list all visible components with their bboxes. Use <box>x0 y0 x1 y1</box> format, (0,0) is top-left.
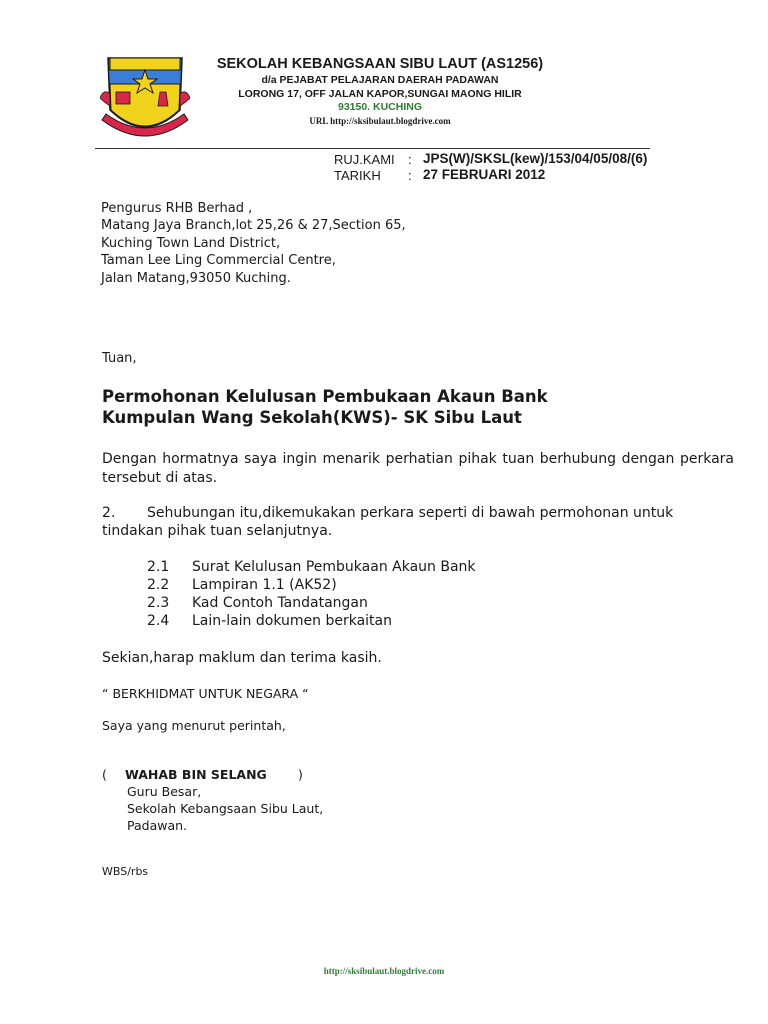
paragraph-2-line-2: tindakan pihak tuan selanjutnya. <box>102 523 333 539</box>
salutation: Tuan, <box>102 351 137 366</box>
signatory-org: Sekolah Kebangsaan Sibu Laut, <box>127 801 324 816</box>
subject-line-1: Permohonan Kelulusan Pembukaan Akaun Bank <box>102 387 548 406</box>
tarikh-label: TARIKH <box>334 168 381 183</box>
reference-initials: WBS/rbs <box>102 865 149 878</box>
letter-subject <box>102 386 548 428</box>
signatory-name: WAHAB BIN SELANG <box>125 767 267 782</box>
tarikh-colon: : <box>408 168 412 183</box>
signatory-place: Padawan. <box>127 818 188 833</box>
address-line-3: 93150. KUCHING <box>337 101 423 113</box>
recipient-address <box>101 200 406 287</box>
school-crest-logo <box>100 48 190 148</box>
signoff: Saya yang menurut perintah, <box>102 718 286 733</box>
signatory-title: Guru Besar, <box>127 784 202 799</box>
paragraph-2-number: 2. <box>102 505 116 521</box>
ruj-colon: : <box>408 152 412 167</box>
signature-close-paren: ) <box>298 767 303 782</box>
header-divider <box>95 148 650 149</box>
list-item: 2.3 Kad Contoh Tandatangan <box>147 595 368 611</box>
address-line-2: LORONG 17, OFF JALAN KAPOR,SUNGAI MAONG HILIR <box>238 88 522 100</box>
signature-open-paren: ( <box>102 767 107 782</box>
motto: “ BERKHIDMAT UNTUK NEGARA “ <box>102 686 309 701</box>
closing-text: Sekian,harap maklum dan terima kasih. <box>102 650 382 666</box>
recipient-line: Matang Jaya Branch,lot 25,26 & 27,Section 65, <box>101 218 406 234</box>
recipient-line: Pengurus RHB Berhad , <box>101 201 253 216</box>
list-item: 2.2 Lampiran 1.1 (AK52) <box>147 577 337 593</box>
paragraph-2-line-1: Sehubungan itu,dikemukakan perkara seperti di bawah permohonan untuk <box>147 505 674 521</box>
header-url: URL http://sksibulaut.blogdrive.com <box>309 116 451 126</box>
recipient-line: Kuching Town Land District, <box>101 235 281 251</box>
ruj-value: JPS(W)/SKSL(kew)/153/04/05/08/(6) <box>423 151 648 166</box>
school-name: SEKOLAH KEBANGSAAN SIBU LAUT (AS1256) <box>216 56 544 72</box>
recipient-line: Jalan Matang,93050 Kuching. <box>101 270 291 286</box>
address-line-1: d/a PEJABAT PELAJARAN DAERAH PADAWAN <box>261 74 499 86</box>
paragraph-1: Dengan hormatnya saya ingin menarik perhatian pihak tuan berhubung dengan perkara tersebut di atas. <box>102 451 734 486</box>
list-item: 2.4 Lain-lain dokumen berkaitan <box>147 613 392 629</box>
list-item: 2.1 Surat Kelulusan Pembukaan Akaun Bank <box>147 559 476 575</box>
recipient-line: Taman Lee Ling Commercial Centre, <box>101 253 336 269</box>
footer-url: http://sksibulaut.blogdrive.com <box>323 966 445 976</box>
tarikh-value: 27 FEBRUARI 2012 <box>423 167 546 182</box>
subject-line-2: Kumpulan Wang Sekolah(KWS)- SK Sibu Laut <box>102 408 522 427</box>
ruj-label: RUJ.KAMI <box>334 152 395 167</box>
